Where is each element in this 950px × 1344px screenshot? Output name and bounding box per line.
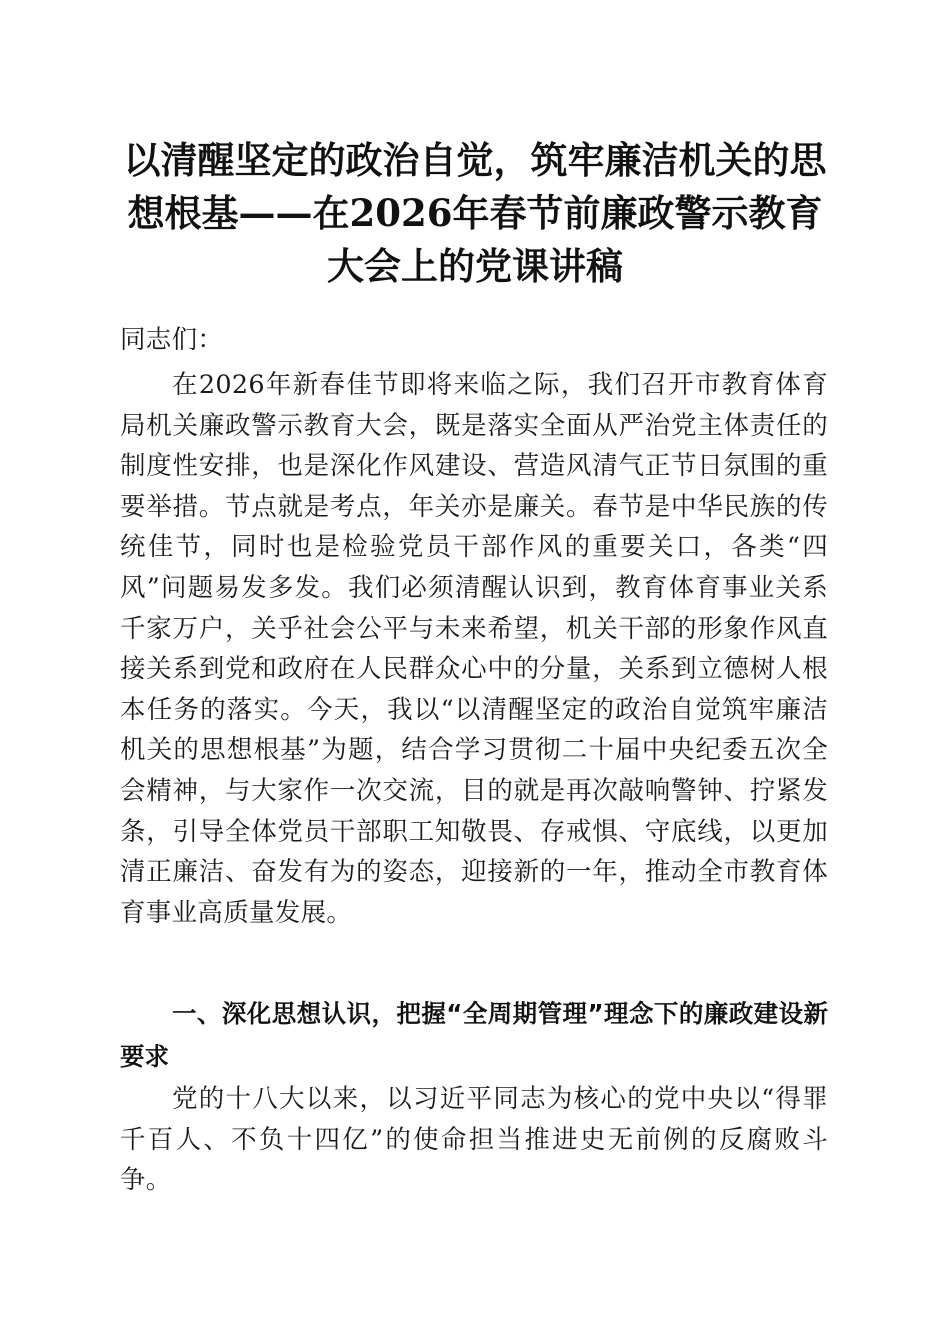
section-heading-1: 一、深化思想认识，把握“全周期管理”理念下的廉政建设新要求 (120, 999, 828, 1071)
section-1-paragraph: 党的十八大以来，以习近平同志为核心的党中央以“得罪千百人、不负十四亿”的使命担当推进史无前例的反腐败斗争。 (120, 1084, 828, 1196)
opening-paragraph: 在2026年新春佳节即将来临之际，我们召开市教育体育局机关廉政警示教育大会，既是落实全面从严治党主体责任的制度性安排，也是深化作风建设、营造风清气正节日氛围的重要举措。节点就是考点，年关亦是廉关。春节是中华民族的传统佳节，同时也是检验党员干部作风的重要关口，各类“四风”问题易发多发。我们必须清醒认识到，教育体育事业关系千家万户，关乎社会公平与未来希望，机关干部的形象作风直接关系到党和政府在人民群众心中的分量，关系到立德树人根本任务的落实。今天，我以“以清醒坚定的政治自觉筑牢廉洁机关的思想根基”为题，结合学习贯彻二十届中央纪委五次全会精神，与大家作一次交流，目的就是再次敲响警钟、拧紧发条，引导全体党员干部职工知敬畏、存戒惧、守底线，以更加清正廉洁、奋发有为的姿态，迎接新的一年，推动全市教育体育事业高质量发展。 (120, 370, 828, 928)
salutation: 同志们： (120, 325, 224, 355)
document-title: 以清醒坚定的政治自觉，筑牢廉洁机关的思想根基——在2026年春节前廉政警示教育大会上的党课讲稿 (123, 138, 827, 288)
